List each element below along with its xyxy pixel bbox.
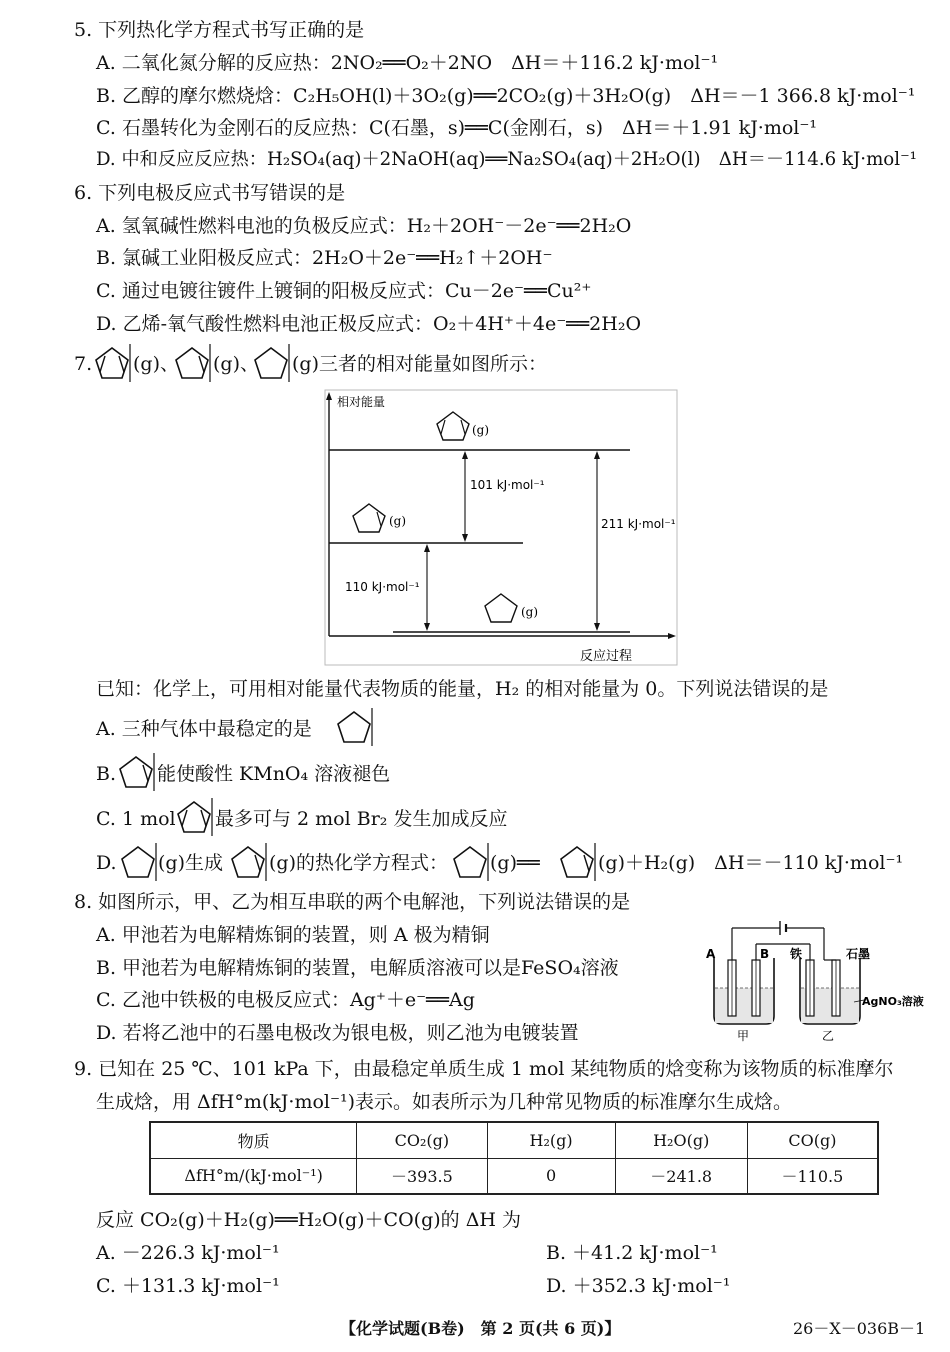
cyclopentene-icon [116,753,156,791]
q8-option-c: C. 乙池中铁极的电极反应式：Ag⁺＋e⁻══Ag [96,989,475,1011]
electrolysis-figure [704,914,936,1044]
q6-option-a: A. 氢氧碱性燃料电池的负极反应式：H₂＋2OH⁻－2e⁻══2H₂O [96,215,632,237]
q9-stem-line1: 9. 已知在 25 ℃、101 kPa 下，由最稳定单质生成 1 mol 某纯物质的焓变称为该物质的标准摩尔 [74,1058,894,1080]
q5-option-b: B. 乙醇的摩尔燃烧焓：C₂H₅OH(l)＋3O₂(g)══2CO₂(g)＋3H₂O(g) ΔH＝－1 366.8 kJ·mol⁻¹ [96,85,916,107]
q7-option-d-label: D. [96,852,117,874]
q7-number: 7. [74,353,93,375]
table-header: H₂(g) [487,1122,615,1158]
cyclopentene-icon [557,843,597,881]
q8-stem: 8. 如图所示，甲、乙为相互串联的两个电解池，下列说法错误的是 [74,891,631,913]
agno3-label: AgNO₃溶液 [862,995,924,1008]
q5-option-a: A. 二氧化氮分解的反应热：2NO₂══O₂＋2NO ΔH＝＋116.2 kJ·mol⁻¹ [96,52,719,74]
gap-101: 101 kJ·mol⁻¹ [470,478,545,492]
footer-code: 26－X－036B－1 [793,1319,926,1338]
q7-option-d-text4: (g)＋H₂(g) ΔH＝－110 kJ·mol⁻¹ [598,852,904,874]
q6-option-b: B. 氯碱工业阳极反应式：2H₂O＋2e⁻══H₂↑＋2OH⁻ [96,247,553,269]
gap-211: 211 kJ·mol⁻¹ [601,517,676,531]
svg-text:B: B [760,947,770,961]
table-header: 物质 [150,1122,357,1158]
svg-text:铁: 铁 [790,947,803,961]
q9-question: 反应 CO₂(g)＋H₂(g)══H₂O(g)＋CO(g)的 ΔH 为 [96,1209,522,1231]
q9-option-d: D. ＋352.3 kJ·mol⁻¹ [546,1275,731,1297]
cyclopentane-icon [118,843,158,881]
q5-option-d: D. 中和反应反应热：H₂SO₄(aq)＋2NaOH(aq)══Na₂SO₄(aq)＋2H₂O(l) ΔH＝－114.6 kJ·mol⁻¹ [96,149,917,170]
q9-option-c: C. ＋131.3 kJ·mol⁻¹ [96,1275,280,1297]
cyclopentane-icon [251,344,291,382]
enthalpy-table [149,1121,879,1195]
q7-g1: (g)、 [133,353,179,375]
table-cell: ΔfH°m/(kJ·mol⁻¹) [150,1158,357,1194]
q7-option-d-text3: (g)══ [490,852,540,874]
cyclopentene-icon [228,843,268,881]
cyclopentadiene-icon [92,344,132,382]
q7-option-a: A. 三种气体中最稳定的是 [96,718,312,740]
svg-text:A: A [706,947,716,961]
q5-option-c: C. 石墨转化为金刚石的反应热：C(石墨，s)══C(金刚石，s) ΔH＝＋1.91 kJ·mol⁻¹ [96,117,818,139]
q9-stem-line2: 生成焓，用 ΔfH°m(kJ·mol⁻¹)表示。如表所示为几种常见物质的标准摩尔生成焓。 [96,1091,793,1113]
q6-stem: 6. 下列电极反应式书写错误的是 [74,182,346,204]
q7-option-b-text: 能使酸性 KMnO₄ 溶液褪色 [157,763,391,785]
cyclopentadiene-icon [174,798,214,836]
table-header: H₂O(g) [615,1122,747,1158]
q7-option-d-text2: (g)的热化学方程式： [269,852,448,874]
y-axis-label: 相对能量 [337,395,386,409]
table-cell: 0 [487,1158,615,1194]
q6-option-c: C. 通过电镀往镀件上镀铜的阳极反应式：Cu－2e⁻══Cu²⁺ [96,280,592,302]
q7-option-d-text1: (g)生成 [158,852,223,874]
q8-option-a: A. 甲池若为电解精炼铜的装置，则 A 极为精铜 [96,924,490,946]
q8-option-d: D. 若将乙池中的石墨电极改为银电极，则乙池为电镀装置 [96,1022,579,1044]
q7-g2: (g)、 [213,353,259,375]
q9-option-b: B. ＋41.2 kJ·mol⁻¹ [546,1242,718,1264]
q5-stem: 5. 下列热化学方程式书写正确的是 [74,19,365,41]
table-header: CO₂(g) [357,1122,487,1158]
q7-g3: (g)三者的相对能量如图所示： [292,353,547,375]
q7-option-b-label: B. [96,763,117,785]
q9-option-a: A. －226.3 kJ·mol⁻¹ [96,1242,280,1264]
q6-option-d: D. 乙烯-氧气酸性燃料电池正极反应式：O₂＋4H⁺＋4e⁻══2H₂O [96,313,642,335]
cyclopentane-icon [334,708,374,746]
q7-known: 已知：化学上，可用相对能量代表物质的能量，H₂ 的相对能量为 0。下列说法错误的是 [96,678,829,700]
svg-text:(g): (g) [389,514,407,528]
table-header: CO(g) [747,1122,878,1158]
energy-diagram [325,390,677,665]
table-cell: －241.8 [615,1158,747,1194]
svg-text:石墨: 石墨 [846,947,871,961]
q7-option-c-text: 最多可与 2 mol Br₂ 发生加成反应 [215,808,508,830]
table-row [150,1158,878,1194]
svg-text:(g): (g) [521,605,539,619]
footer-title: 【化学试题(B卷) 第 2 页(共 6 页)】 [340,1319,621,1338]
svg-text:甲: 甲 [737,1029,750,1043]
table-cell: －110.5 [747,1158,878,1194]
table-header-row [150,1122,878,1158]
q7-option-c-label: C. 1 mol [96,808,176,830]
q8-option-b: B. 甲池若为电解精炼铜的装置，电解质溶液可以是FeSO₄溶液 [96,957,619,979]
svg-text:乙: 乙 [822,1029,835,1043]
x-axis-label: 反应过程 [580,649,633,664]
cyclopentene-icon [172,344,212,382]
cyclopentane-icon [450,843,490,881]
svg-text:(g): (g) [472,423,490,437]
table-cell: －393.5 [357,1158,487,1194]
gap-110: 110 kJ·mol⁻¹ [345,580,420,594]
